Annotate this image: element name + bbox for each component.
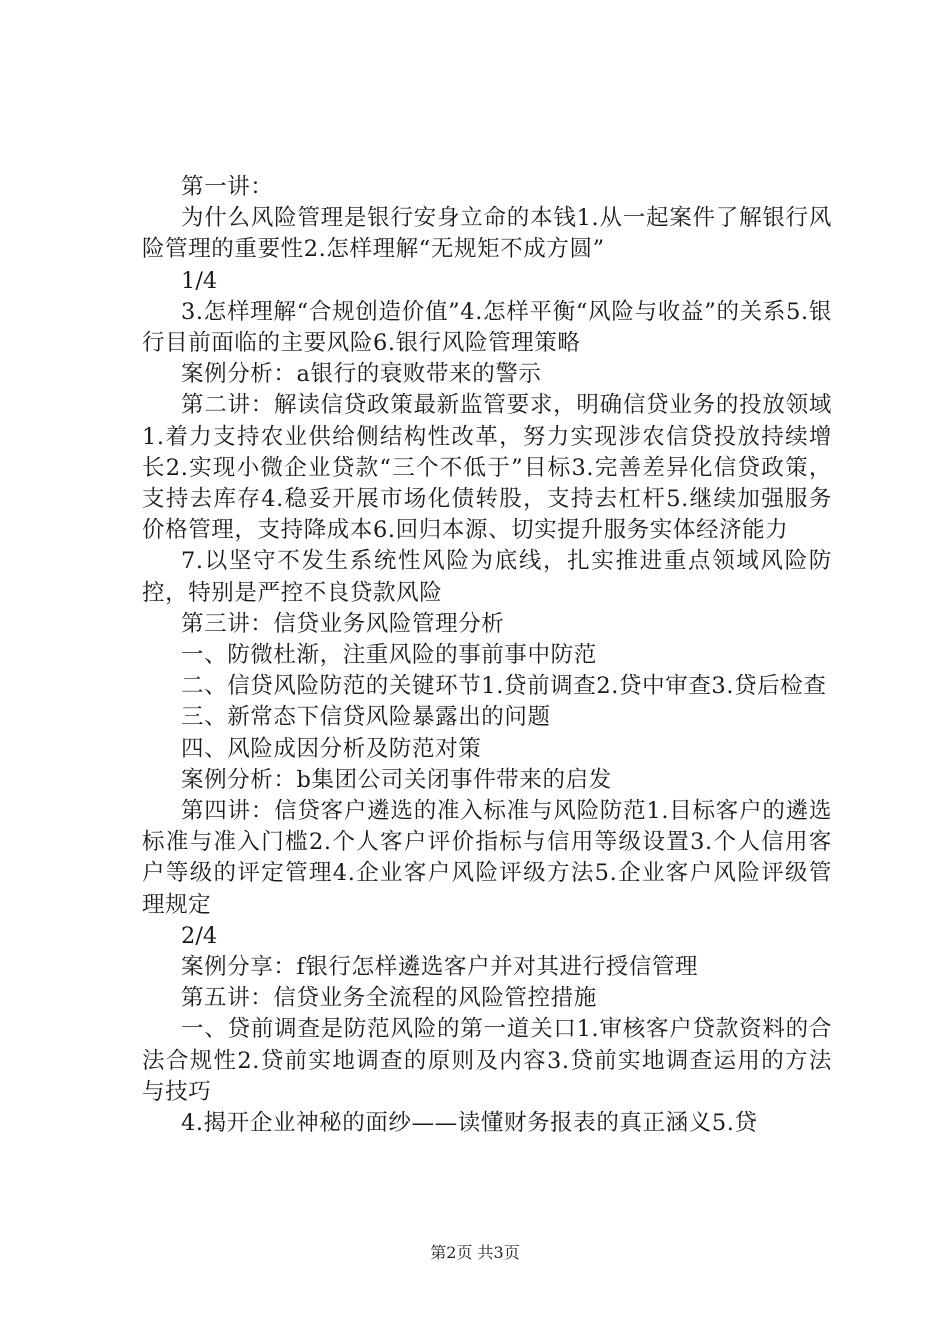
page-marker: 1/4 <box>181 267 218 294</box>
body-paragraph: 4.揭开企业神秘的面纱——读懂财务报表的真正涵义5.贷 <box>181 1110 758 1137</box>
document-body <box>142 172 832 1139</box>
case-sharing: 案例分享：f银行怎样遴选客户并对其进行授信管理 <box>181 954 699 981</box>
lecture-heading: 第四讲：信贷客户遴选的准入标准与风险防范1.目标客户的遴选标准与准入门槛2.个人客户评价指标与信用等级设置3.个人信用客户等级的评定管理4.企业客户风险评级方法5.企业客户风险评级管理规定 <box>142 798 832 918</box>
case-analysis: 案例分析：b集团公司关闭事件带来的启发 <box>181 766 612 793</box>
section-item: 二、信贷风险防范的关键环节1.贷前调查2.贷中审查3.贷后检查 <box>181 673 827 700</box>
page-marker: 2/4 <box>181 922 218 949</box>
section-item: 一、贷前调查是防范风险的第一道关口1.审核客户贷款资料的合法合规性2.贷前实地调查的原则及内容3.贷前实地调查运用的方法与技巧 <box>142 1016 832 1105</box>
lecture-heading: 第五讲：信贷业务全流程的风险管控措施 <box>181 985 597 1012</box>
lecture-heading: 第一讲： <box>181 174 274 200</box>
lecture-heading: 第二讲：解读信贷政策最新监管要求，明确信贷业务的投放领域1.着力支持农业供给侧结构性改革，努力实现涉农信贷投放持续增长2.实现小微企业贷款“三个不低于”目标3.完善差异化信贷政策，支持去库存4.稳妥开展市场化债转股，支持去杠杆5.继续加强服务价格管理，支持降成本6.回归本源、切实提升服务实体经济能力 <box>142 392 832 544</box>
body-paragraph: 3.怎样理解“合规创造价值”4.怎样平衡“风险与收益”的关系5.银行目前面临的主要风险6.银行风险管理策略 <box>142 298 832 357</box>
lecture-heading: 第三讲：信贷业务风险管理分析 <box>181 610 505 637</box>
body-paragraph: 7.以坚守不发生系统性风险为底线，扎实推进重点领域风险防控，特别是严控不良贷款风险 <box>142 548 832 606</box>
section-item: 三、新常态下信贷风险暴露出的问题 <box>181 704 551 731</box>
page-footer: 第2页 共3页 <box>430 1243 520 1262</box>
section-item: 一、防微杜渐，注重风险的事前事中防范 <box>181 642 597 669</box>
section-item: 四、风险成因分析及防范对策 <box>181 735 482 762</box>
case-analysis: 案例分析：a银行的衰败带来的警示 <box>181 361 542 388</box>
body-paragraph: 为什么风险管理是银行安身立命的本钱1.从一起案件了解银行风险管理的重要性2.怎样理解“无规矩不成方圆” <box>142 205 832 263</box>
